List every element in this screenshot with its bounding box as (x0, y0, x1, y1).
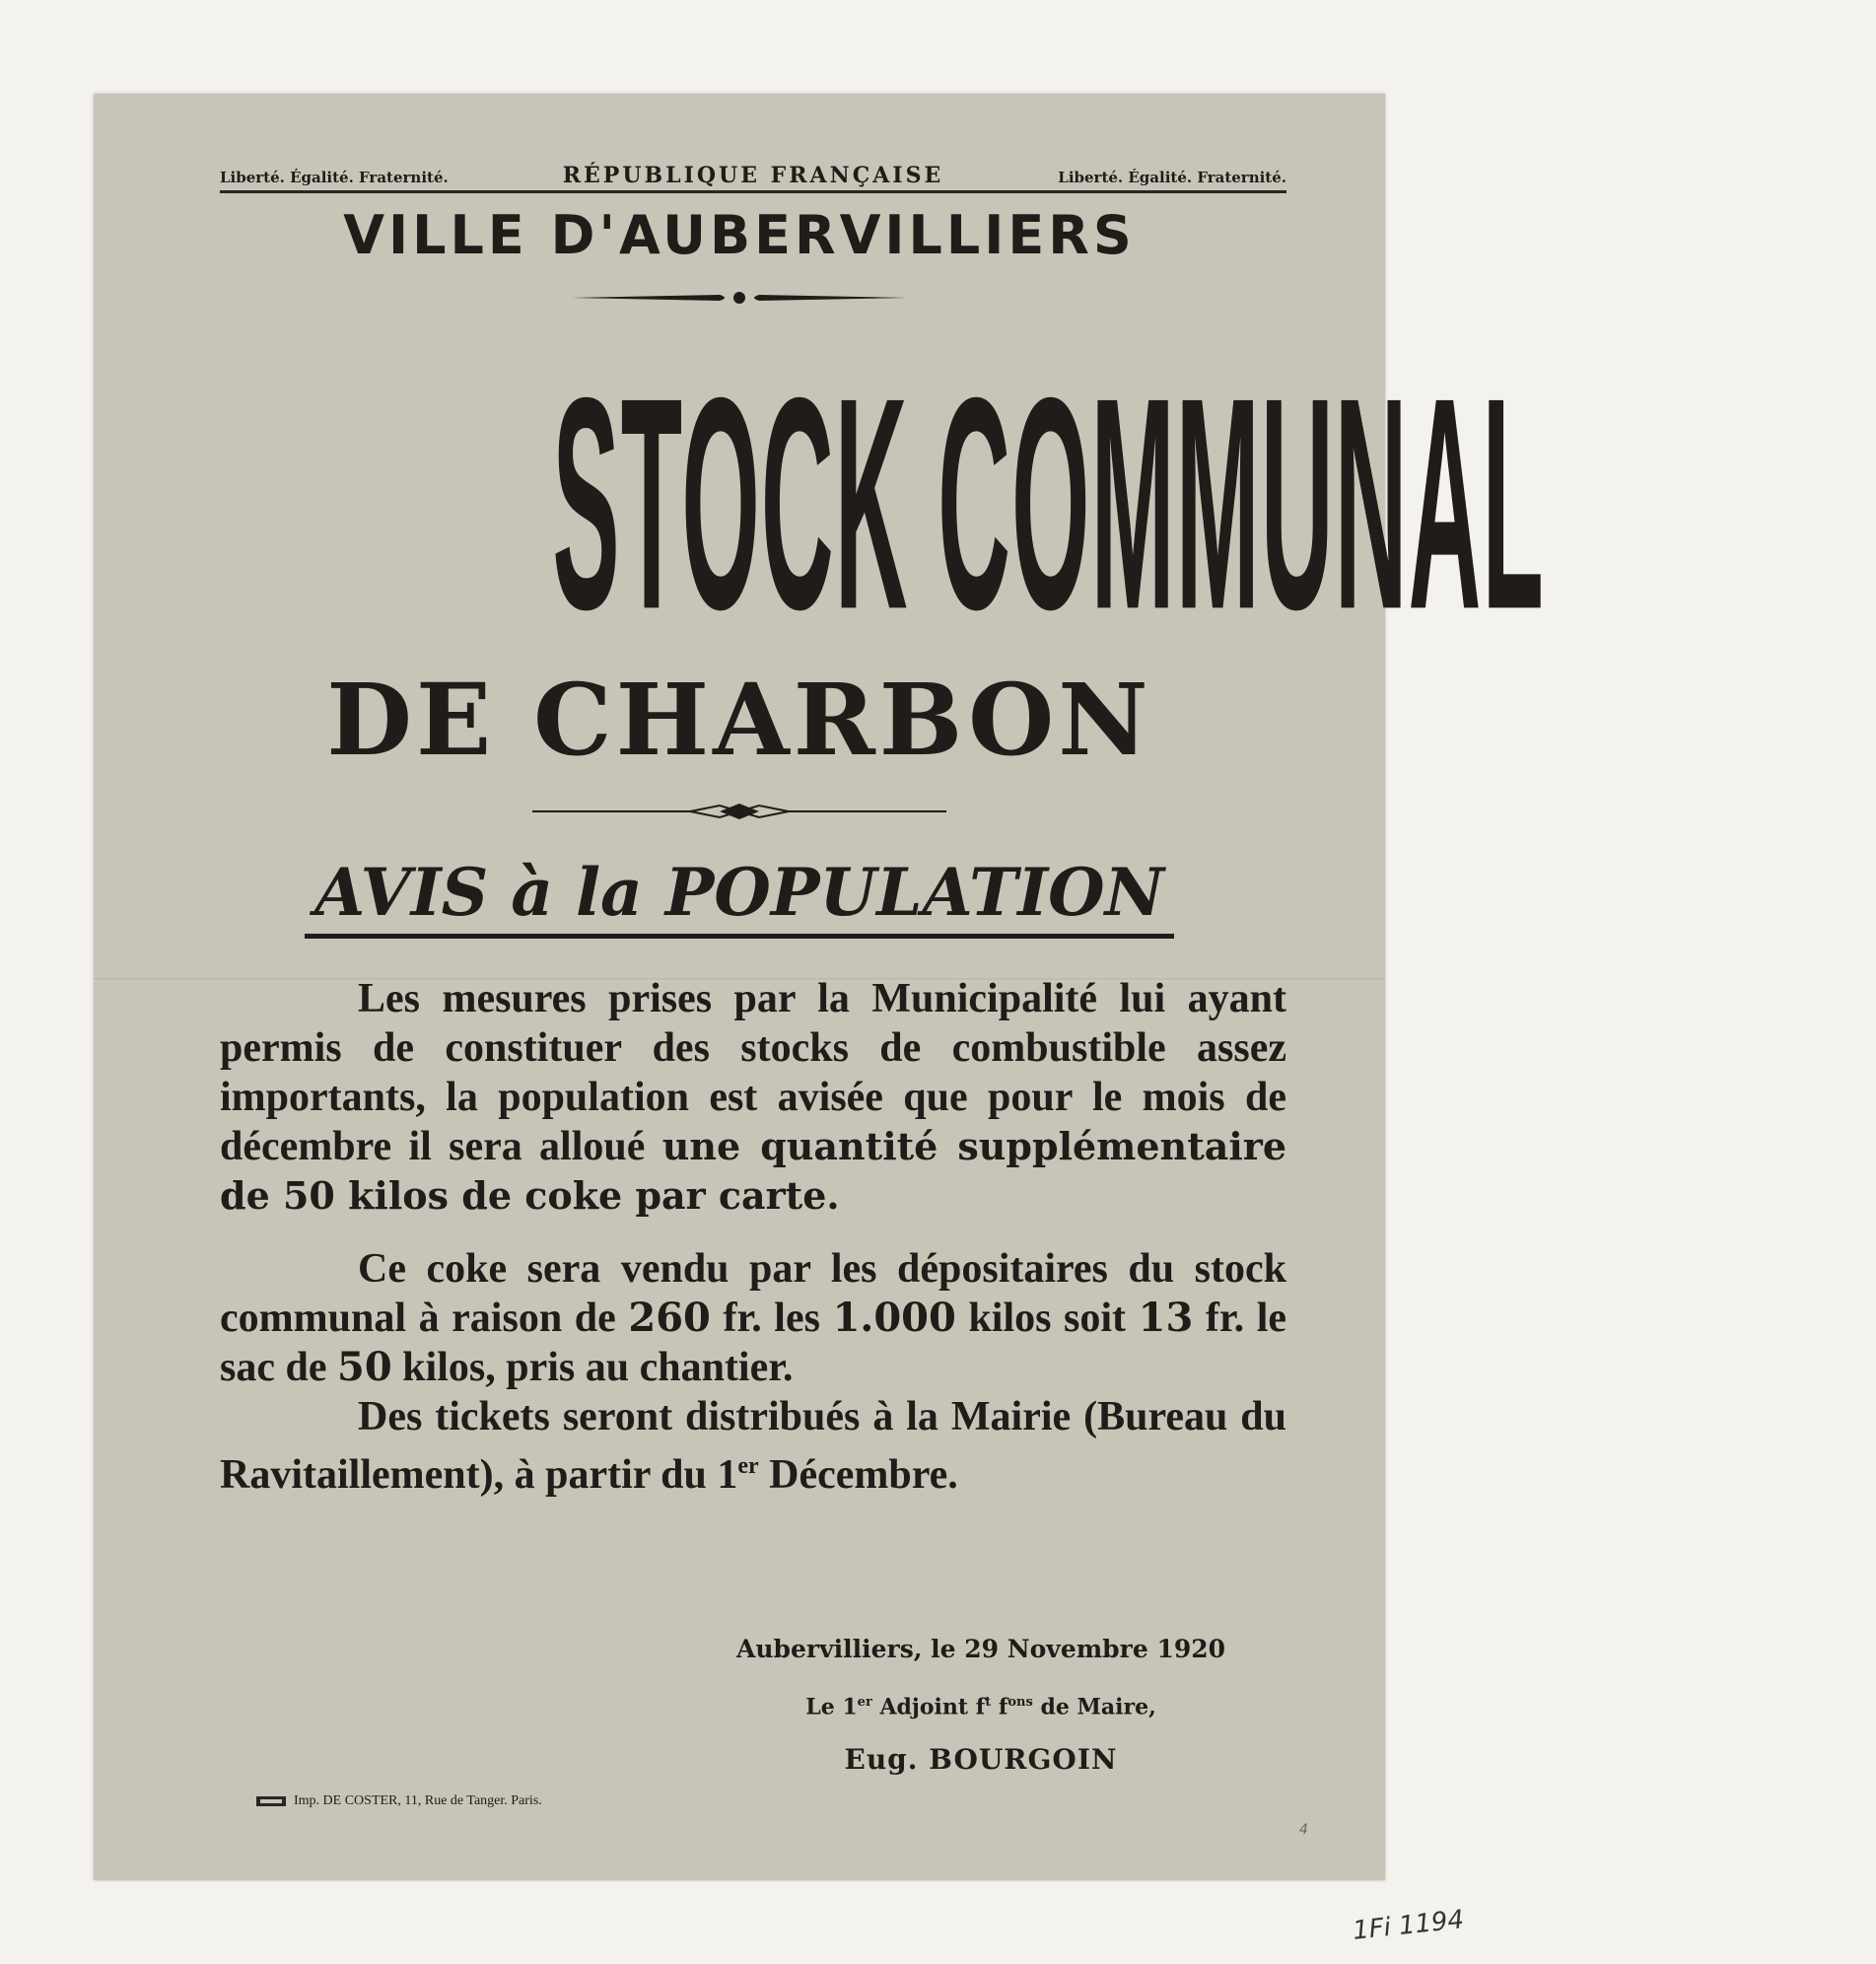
motto-left: Liberté. Égalité. Fraternité. (220, 169, 449, 186)
main-title: STOCK COMMUNAL (552, 336, 1546, 673)
paragraph-1: Les mesures prises par la Municipalité lui ayant permis de constituer des stocks de combustible assez importants, la population est avisée que pour le mois de décembre il sera alloué une quantité supplémentaire de 50 kilos de coke par carte. (220, 976, 1286, 1218)
sub-title: DE CHARBON (326, 662, 1152, 778)
printer-imprint: Imp. DE COSTER, 11, Rue de Tanger. Paris. (256, 1793, 542, 1809)
archive-reference: 1Fi 1194 (1351, 1905, 1466, 1946)
price-value: 260 (628, 1295, 711, 1341)
sack-weight-value: 50 (337, 1344, 392, 1390)
pencil-mark: 4 (1299, 1822, 1308, 1838)
ornament-divider-icon (532, 800, 946, 823)
quantity-value: 1.000 (832, 1295, 956, 1341)
highlight-allocation: une quantité supplémentaire de 50 kilos de coke par carte. (220, 1124, 1286, 1218)
motto-right: Liberté. Égalité. Fraternité. (1058, 169, 1286, 186)
notice-heading: AVIS à la POPULATION (94, 851, 1385, 939)
signature-block (646, 1630, 1316, 1780)
poster (94, 94, 1546, 1880)
signature-role: Le 1er Adjoint $f^t$ $f^{ons}$ de Maire, (805, 1694, 1156, 1720)
town-heading: VILLE D'AUBERVILLIERS (343, 204, 1136, 266)
signature-date: Aubervilliers, le 29 Novembre 1920 (735, 1635, 1226, 1663)
notice-body (220, 974, 1286, 1500)
signatory-name: Eug. BOURGOIN (844, 1743, 1118, 1777)
header-line (220, 163, 1286, 193)
paragraph-2: Ce coke sera vendu par les dépositaires du stock communal à raison de 260 fr. les 1.000 kilos soit 13 fr. le sac de 50 kilos, pris au chantier. (220, 1246, 1287, 1390)
sack-price-value: 13 (1138, 1295, 1194, 1341)
republic-heading: RÉPUBLIQUE FRANÇAISE (562, 163, 944, 188)
paragraph-3: Des tickets seront distribués à la Mairie (Bureau du Ravitaillement), à partir du 1er Décembre. (220, 1394, 1286, 1498)
printer-mark-icon (256, 1794, 286, 1808)
